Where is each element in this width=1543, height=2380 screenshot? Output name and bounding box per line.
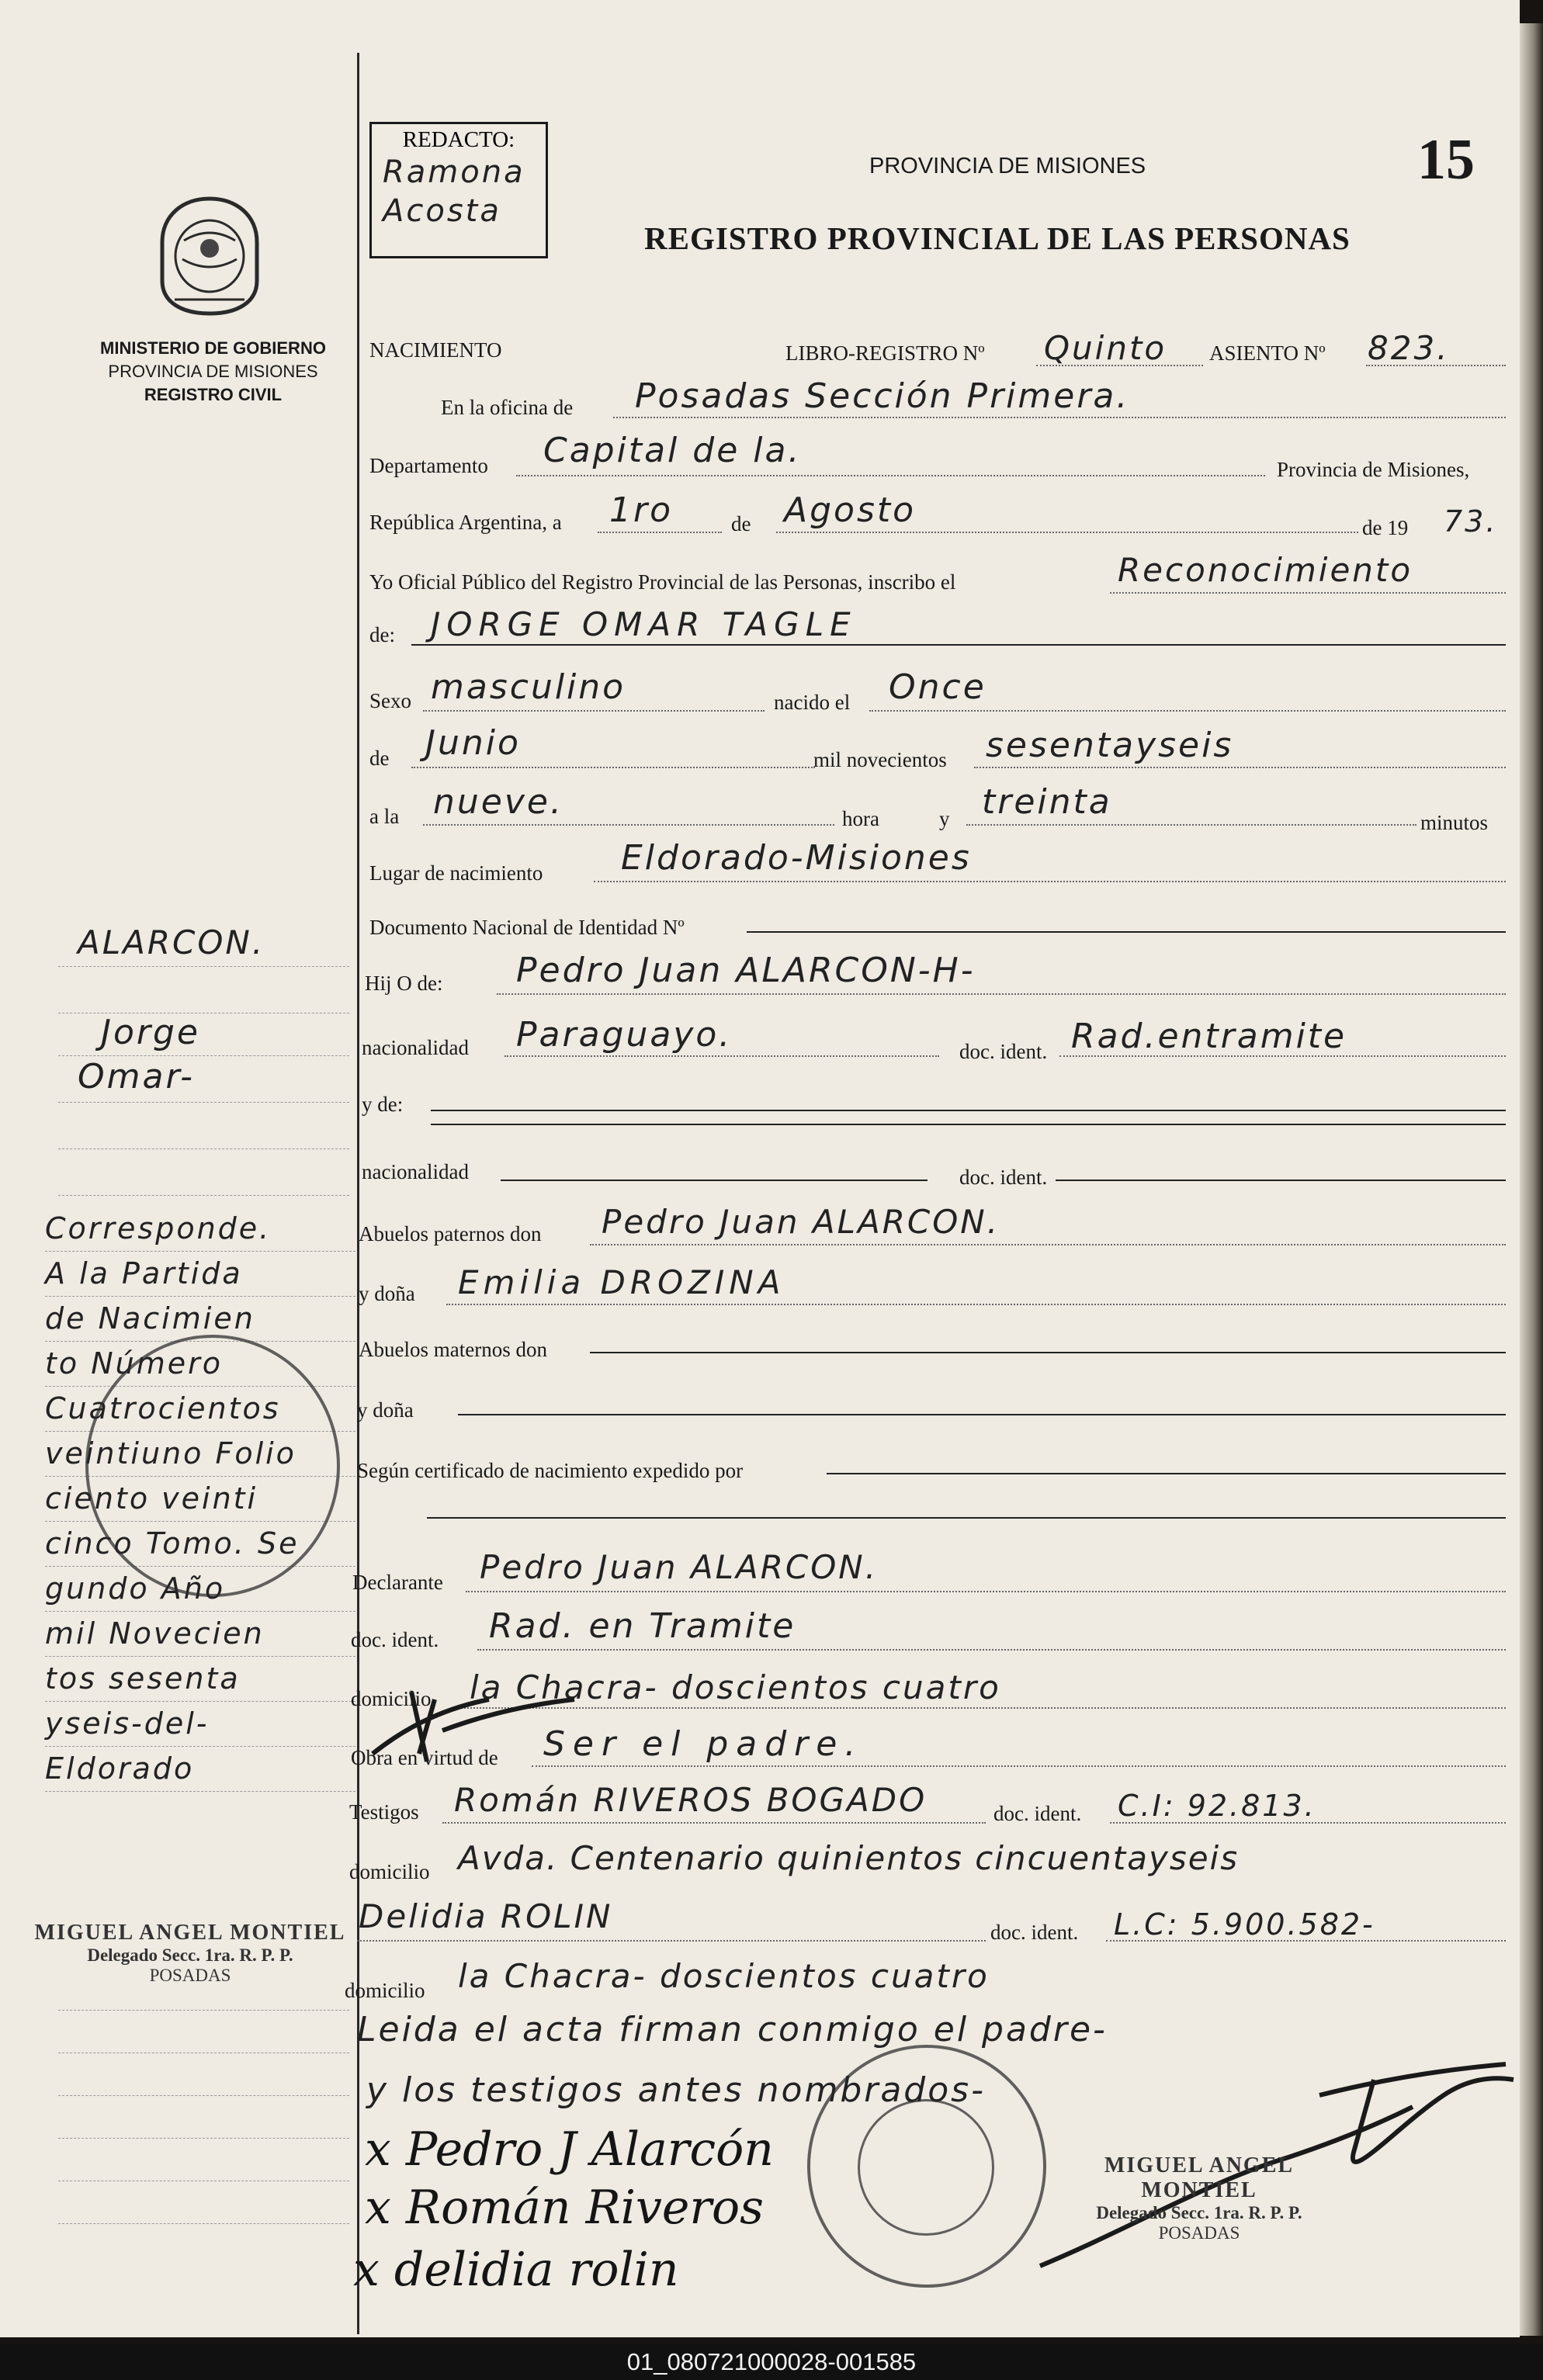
- margin-round-stamp: [85, 1335, 340, 1597]
- office-value: Posadas Sección Primera.: [635, 376, 1130, 416]
- registry-heading: REGISTRO PROVINCIAL DE LAS PERSONAS: [644, 220, 1351, 256]
- sex-value: masculino: [431, 667, 626, 707]
- page-number: 15: [1417, 128, 1475, 192]
- birth-month-value: Junio: [425, 723, 521, 763]
- closing-line-2: y los testigos antes nombrados-: [366, 2070, 986, 2110]
- birthplace-label: Lugar de nacimiento: [369, 861, 543, 885]
- birth-year-words: sesentayseis: [986, 726, 1234, 765]
- margin-note-line: A la Partida: [45, 1252, 355, 1297]
- ministry-name: MINISTERIO DE GOBIERNO: [100, 338, 326, 358]
- officer-stamp-city: POSADAS: [1158, 2223, 1240, 2243]
- thousand-label: mil novecientos: [813, 748, 947, 771]
- at-hour-label: a la: [369, 805, 400, 828]
- margin-note-line: tos sesenta: [45, 1657, 355, 1702]
- year-label: de 19: [1362, 516, 1409, 539]
- margin-surname: ALARCON.: [78, 923, 265, 961]
- witness-1-doc-label: doc. ident.: [993, 1802, 1082, 1825]
- margin-name-1: Jorge: [101, 1013, 200, 1052]
- mother-nationality-label: nacionalidad: [362, 1160, 469, 1183]
- witness-1-address-label: domicilio: [349, 1860, 430, 1883]
- born-day: Once: [889, 667, 986, 707]
- margin-note-line: cinco Tomo. Se: [45, 1522, 355, 1567]
- month-connector: de: [731, 512, 751, 535]
- margin-note-line: veintiuno Folio: [45, 1432, 355, 1477]
- witness-2-address: la Chacra- doscientos cuatro: [458, 1957, 990, 1995]
- child-of-label: Hij O de:: [365, 972, 443, 995]
- margin-note-line: Cuatrocientos: [45, 1387, 355, 1432]
- maternal-grandmother-label: y doña: [357, 1398, 414, 1422]
- witness-1-name: Román RIVEROS BOGADO: [454, 1781, 928, 1819]
- witness-2-doc-label: doc. ident.: [990, 1921, 1079, 1944]
- drafter-label: REDACTO:: [402, 127, 515, 152]
- margin-note-line: Eldorado: [45, 1747, 355, 1792]
- declarant-doc-label: doc. ident.: [351, 1628, 439, 1651]
- province-heading: PROVINCIA DE MISIONES: [869, 154, 1146, 178]
- margin-stamp-role: Delegado Secc. 1ra. R. P. P.: [87, 1945, 293, 1965]
- entry-label: ASIENTO Nº: [1209, 341, 1326, 365]
- office-label: En la oficina de: [441, 396, 574, 419]
- national-id-label: Documento Nacional de Identidad Nº: [369, 916, 685, 939]
- declarant-doc: Rad. en Tramite: [489, 1606, 796, 1646]
- signature-witness-1: x Román Riveros: [365, 2181, 764, 2235]
- hour-value: nueve.: [433, 782, 563, 822]
- drafter-box: [369, 122, 548, 258]
- father-nationality: Paraguayo.: [516, 1015, 733, 1055]
- province-name: PROVINCIA DE MISIONES: [108, 362, 318, 381]
- minutes-label: minutos: [1420, 811, 1489, 834]
- signature-father: x Pedro J Alarcón: [365, 2122, 774, 2177]
- margin-stamp-name: MIGUEL ANGEL MONTIEL: [34, 1921, 346, 1945]
- sex-label: Sexo: [369, 689, 411, 712]
- margin-note-line: yseis-del-: [45, 1702, 355, 1747]
- declarant-address-label: domicilio: [351, 1687, 432, 1710]
- maternal-grandparents-label: Abuelos maternos don: [359, 1338, 547, 1361]
- margin-officer-stamp: [23, 1921, 357, 1986]
- mother-doc-label: doc. ident.: [959, 1166, 1048, 1189]
- image-id-footer: 01_080721000028-001585: [0, 2344, 1543, 2380]
- witness-2-name: Delidia ROLIN: [359, 1897, 613, 1935]
- hour-label: hora: [842, 807, 879, 830]
- record-type: NACIMIENTO: [369, 338, 502, 362]
- closing-line-1: Leida el acta firman conmigo el padre-: [357, 2010, 1108, 2049]
- subject-label: de:: [369, 623, 395, 646]
- father-nationality-label: nacionalidad: [362, 1036, 469, 1059]
- witness-1-doc: C.I: 92.813.: [1118, 1789, 1316, 1823]
- registry-name: REGISTRO CIVIL: [144, 385, 283, 404]
- and-label: y: [939, 807, 950, 830]
- declarant-name: Pedro Juan ALARCON.: [480, 1548, 879, 1586]
- republic-label: República Argentina, a: [369, 511, 562, 534]
- official-round-stamp-inner: [858, 2099, 994, 2236]
- witness-2-doc: L.C: 5.900.582-: [1114, 1907, 1375, 1942]
- officer-stamp: [1044, 2153, 1354, 2243]
- margin-stamp-city: POSADAS: [149, 1966, 231, 1985]
- book-value: Quinto: [1044, 329, 1167, 367]
- book-label: LIBRO-REGISTRO Nº: [785, 341, 985, 365]
- coat-of-arms-emblem: [151, 194, 268, 318]
- officer-clause: Yo Oficial Público del Registro Provincial de las Personas, inscribo el: [369, 570, 956, 594]
- paternal-grandmother: Emilia DROZINA: [458, 1263, 785, 1301]
- father-name: Pedro Juan ALARCON-H-: [516, 951, 976, 990]
- declarant-label: Declarante: [352, 1571, 443, 1594]
- born-label: nacido el: [774, 691, 851, 714]
- certificate-label: Según certificado de nacimiento expedido por: [357, 1459, 744, 1482]
- father-doc: Rad.entramite: [1071, 1017, 1347, 1056]
- acting-by-label: Obra en virtud de: [351, 1746, 498, 1769]
- entry-value: 823.: [1368, 329, 1450, 367]
- paternal-grandparents-label: Abuelos paternos don: [359, 1222, 542, 1245]
- margin-note-line: to Número: [45, 1342, 355, 1387]
- witnesses-label: Testigos: [349, 1800, 419, 1824]
- margin-note-line: de Nacimien: [45, 1297, 355, 1342]
- signature-margin: [365, 1676, 582, 1769]
- margin-note-line: gundo Año: [45, 1567, 355, 1612]
- day-value: 1ro: [609, 490, 674, 530]
- officer-stamp-role: Delegado Secc. 1ra. R. P. P.: [1096, 2203, 1302, 2222]
- province-suffix: Provincia de Misiones,: [1277, 458, 1470, 481]
- witness-1-address: Avda. Centenario quinientos cincuentayseis: [458, 1839, 1240, 1877]
- birth-month-label: de: [369, 747, 390, 770]
- month-value: Agosto: [784, 490, 917, 530]
- signature-witness-2: x delidia rolin: [353, 2243, 679, 2297]
- margin-name-2: Omar-: [78, 1057, 196, 1096]
- and-of-label: y de:: [362, 1093, 404, 1116]
- subject-name: JORGE OMAR TAGLE: [431, 605, 857, 643]
- drafter-name-1: Ramona: [383, 154, 525, 190]
- declarant-address: la Chacra- doscientos cuatro: [470, 1668, 1001, 1706]
- minutes-value: treinta: [982, 782, 1112, 822]
- birthplace-value: Eldorado-Misiones: [621, 838, 972, 878]
- paternal-grandmother-label: y doña: [359, 1282, 415, 1305]
- acting-by-value: Ser el padre.: [543, 1724, 864, 1764]
- department-value: Capital de la.: [543, 431, 802, 470]
- witness-2-address-label: domicilio: [345, 1979, 425, 2002]
- drafter-name-2: Acosta: [383, 193, 501, 229]
- margin-note-line: ciento veinti: [45, 1477, 355, 1522]
- department-label: Departamento: [369, 454, 488, 477]
- year-suffix: 73.: [1444, 504, 1498, 539]
- father-doc-label: doc. ident.: [959, 1040, 1048, 1063]
- act-type: Reconocimiento: [1118, 551, 1413, 589]
- margin-note-line: mil Novecien: [45, 1612, 355, 1657]
- officer-stamp-name: MIGUEL ANGEL MONTIEL: [1104, 2153, 1295, 2202]
- paternal-grandfather: Pedro Juan ALARCON.: [602, 1203, 1000, 1241]
- margin-note-line: Corresponde.: [45, 1207, 355, 1252]
